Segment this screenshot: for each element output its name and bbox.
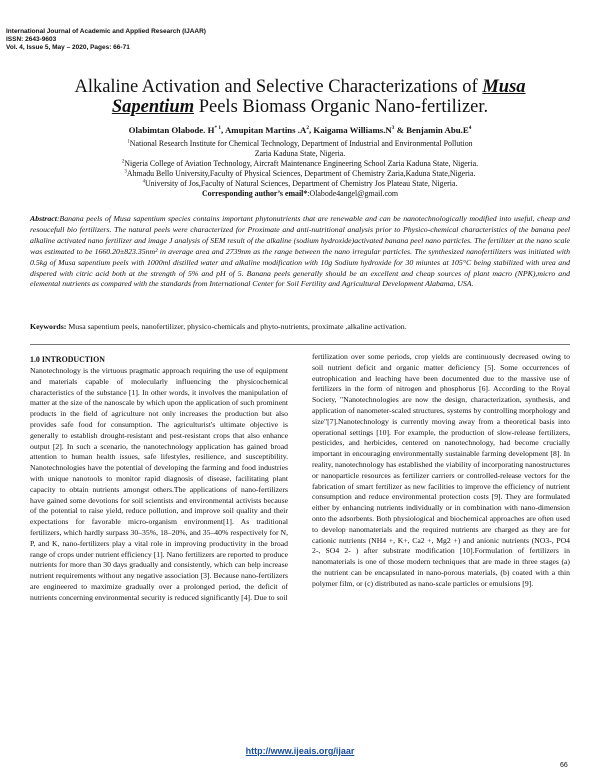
affiliation-sup: 4 xyxy=(142,179,145,185)
journal-name: International Journal of Academic and Applied Research (IJAAR) xyxy=(6,28,206,35)
abstract-label: Abstract xyxy=(30,214,57,223)
title-part1: Alkaline Activation and Selective Characterizations of xyxy=(74,77,483,97)
author-sup: 3 xyxy=(391,125,395,132)
section-heading: 1.0 INTRODUCTION xyxy=(30,355,105,364)
abstract xyxy=(30,214,570,290)
affiliation-line xyxy=(50,149,550,159)
author-sup: 4 xyxy=(468,125,472,132)
affiliation-text: National Research Institute for Chemical Technology, Department of Industrial and Environmental Pollution xyxy=(129,139,473,148)
corresponding-email[interactable]: :Olabode4angel@gmail.com xyxy=(307,189,399,198)
affiliation-line xyxy=(50,159,550,169)
author-sup: * 1 xyxy=(214,125,222,132)
journal-issn: ISSN: 2643-9603 xyxy=(6,36,57,44)
abstract-text: :Banana peels of Musa sapentium species contains important phytonutrients that are renewable and can be nanotechnologically modified into useful, cheap and resoucefull bio fertilizers. The natural peels were characterized for Proximate and anti-nutritional analysis prior to Physico-chemical characteristics of the banana peel alkaline activated nano fertilizer and image J analysis of SEM result of the alkaline (sodium hydroxide)activated banana peel nano particles. The fertilizer at the nano scale was estimated to be 1660.20±823.35nm² in average area and 2739nm as the range between the nano irregular particles. The synthesized nanofertilizers was initiated with 0.5kg of Musa sapentium peels with 1000ml distilled water and alkaline modification with 10g Sodium hydroxide for 30 miuntes at 105°C being stabilized with urea and dispered with citric acid both at the strength of 5% and pH of 5. Banana peels generally should be an excellent and cheap sources of plant macro (NPK),micro and elemental nutrients as compared with the standards from International Center for Soil Fertility and Agricultural Development Alabama, USA. xyxy=(30,214,570,289)
affiliation-text: Zaria Kaduna State, Nigeria. xyxy=(254,149,346,158)
affiliation-text: University of Jos,Faculty of Natural Sciences, Department of Chemistry Jos Plateau State, Nigeria. xyxy=(144,179,458,188)
journal-volume: Vol. 4, Issue 5, May – 2020, Pages: 66-71 xyxy=(6,44,130,52)
affiliation-line xyxy=(50,139,550,149)
paper-title xyxy=(40,77,560,117)
author-name: Kaigama Williams.N xyxy=(313,125,392,135)
corresponding-label: Corresponding author’s email* xyxy=(201,189,308,198)
affiliation-line xyxy=(50,169,550,179)
author-list: Olabimtan Olabode. $H^{* 1}$, Amupitan Martins $.A^2$, Kaigama $Williams.N^3$ & Benjamin $Abu.E^4$ xyxy=(128,125,472,135)
right-column-text: fertilization over some periods, crop yields are continuously decreased owing to soil nutrient deficit and organic matter deficiency [5]. Some occurrences of eutrophication and leaching have been documented due to the massive use of fertilizers in the form of nitrogen and phosphorus [6]. According to the Royal Society, "Nanotechnologies are now the design, characterization, synthesis, and application of nanometer-scaled structures, systems by controlling morphology and size"[7].Nanotechnology is currently moving away from a theoretical basis into operational settings [10]. For example, the production of slow-release fertilizers, pesticides, and herbicides, centered on nanotechnology, had become crucially important in encouraging environmentally sustainable farming development [8]. In reality, nanotechnology has established the viability of incorporating nanostructures or nanoparticle resources as fertilizer carriers or controlled-release vectors for the fabrication of smart fertilizer as new facilities to improve the efficiency of nutrient consumption and reduce environmental protection costs [9]. They are formulated either by enhancing nutrients individually or in combination with nano-dimension onto the adsorbents. Both physiological and biochemical approaches are often used to develop nanomaterials and the required nutrients are charged as they are for cationic nutrients (NH4 +, K+, Ca2 +, Mg2 +) and anionic nutrients (NO3-, PO4 2-, SO4 2- ) after substrate modification [10].Formulation of fertilizers in nanomaterials is one of those modern techniques that are made in three stages (a) the nutrient can be encapsulated in nano-porous materials, (b) coated with a thin polymer film, or (c) distributed as nano-scale particles or emulsions [9]. xyxy=(312,352,570,588)
title-emph1: Musa xyxy=(482,77,526,97)
author-name: Amupitan Martins .A xyxy=(224,125,307,135)
affiliation-sup: 3 xyxy=(124,169,127,175)
affiliation-sup: 1 xyxy=(127,139,130,145)
keywords-label: Keywords: xyxy=(30,322,67,331)
affiliation-sup: 2 xyxy=(121,159,125,165)
keywords-text: Musa sapentium peels, nanofertilizer, physico-chemicals and phyto-nutrients, proximate ,alkaline activation. xyxy=(66,322,407,331)
keywords xyxy=(30,322,570,331)
affiliation-line xyxy=(50,179,550,189)
page-number: 66 xyxy=(560,762,568,769)
left-column-text: Nanotechnology is the virtuous pragmatic approach requiring the use of equipment and materials capable of molecularly influencing the physicochemical characteristics of the substance [1]. In other words, it involves the manipulation of matter at the size of the nanoscale by which upon the application of such prominent products in the field of agriculture not only increases the production but also provides safe food for consumption. The agriculturist's ultimate objective is generally to establish drought-resistant and pest-resistant crops that also enhance output [2]. In such a scenario, the nanotechnology application has gained broad attention to human health issues, safe lifestyles, resilience, and susceptibility. Nanotechnologies have the potential of developing the farming and food industries with unique nanotools to monitor rapid diagnosis of disease, facilitating plant capacity to obtain nutrients amongst others.The applications of nano-fertilizers have gained some devotions for soil scientists and environmental activists because of the potential to raise yield, reduce pollution, and improve soil quality and their expectations for favorable micro-organism environment[1]. As traditional fertilizers, which hardly surpass 30–35%, 18–20%, and 35–40% respectively for N, P, and K, nano-fertilizers play a vital role in improving productivity in the broad range of crops under nutrient efficiency [1]. Nano fertilizers are reported to produce nutrients for more than 30 days gradually and consistently, which can help increase nutrient requirements without any negative association [3]. Because nano-fertilizers are engineered to maximize gradually over a prolonged period, the deficit of nutrients concerning environmental security is reduced significantly [4]. Due to soil xyxy=(30,366,288,602)
journal-link[interactable]: http://www.ijeais.org/ijaar xyxy=(245,746,355,756)
title-part2: Peels Biomass Organic Nano-fertilizer. xyxy=(194,97,489,117)
journal-header xyxy=(6,28,206,53)
author-name: Olabimtan Olabode. H xyxy=(128,125,215,135)
affiliation-text: Nigeria College of Aviation Technology, Aircraft Maintenance Engineering School Zaria Kaduna State, Nigeria. xyxy=(124,159,479,168)
title-emph2: Sapentium xyxy=(111,97,195,117)
divider xyxy=(30,344,570,345)
corresponding-author xyxy=(50,189,550,199)
affiliation-text: Ahmadu Bello University,Faculty of Physical Sciences, Department of Chemistry Zaria,Kaduna State,Nigeria. xyxy=(126,169,476,178)
author-sup: 2 xyxy=(306,125,309,132)
affiliations xyxy=(50,139,550,199)
author-name: Benjamin Abu.E xyxy=(406,125,469,135)
